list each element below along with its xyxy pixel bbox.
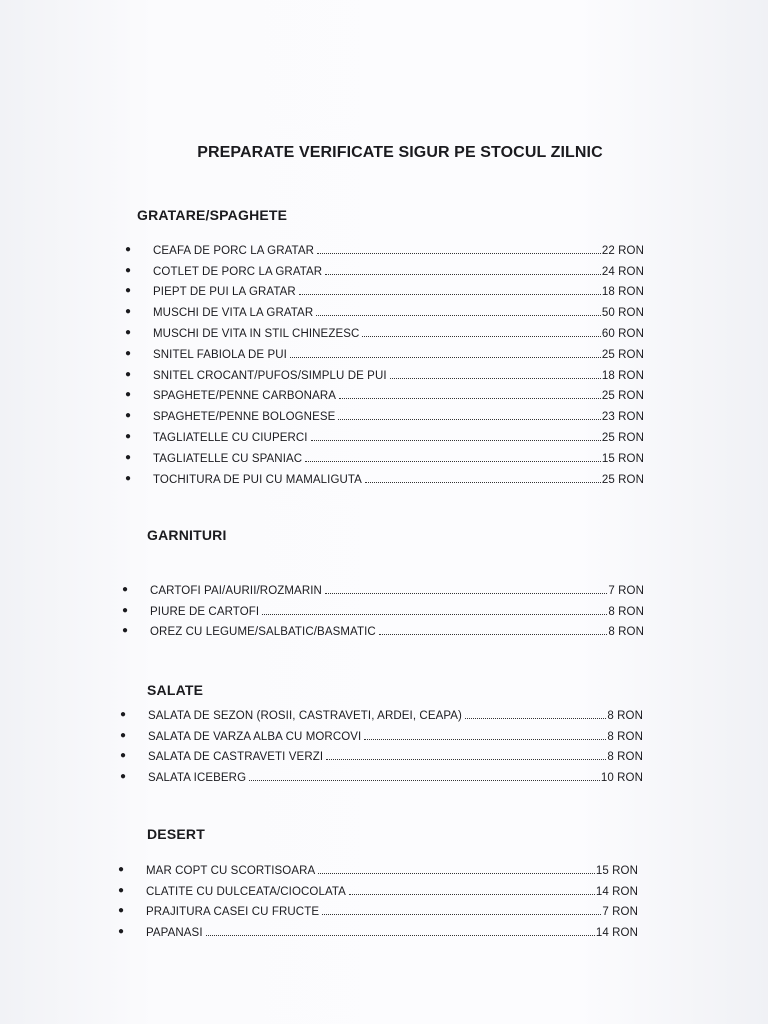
menu-item-price: 14 RON — [595, 885, 638, 898]
menu-item-price: 15 RON — [601, 452, 644, 465]
section-heading-garnituri: GARNITURI — [147, 527, 227, 543]
menu-item — [118, 856, 638, 877]
bullet-icon: ● — [120, 708, 127, 720]
dot-leader — [349, 894, 595, 895]
menu-item-price: 18 RON — [601, 369, 644, 382]
menu-item-price: 15 RON — [595, 864, 638, 877]
menu-item-price: 25 RON — [601, 431, 644, 444]
bullet-icon: ● — [118, 926, 125, 938]
bullet-icon: ● — [125, 410, 132, 422]
menu-item-price: 8 RON — [607, 709, 643, 722]
menu-item-name: COTLET DE PORC LA GRATAR — [153, 265, 323, 278]
bullet-icon: ● — [118, 863, 125, 875]
menu-item — [125, 236, 644, 257]
bullet-icon: ● — [125, 368, 132, 380]
menu-item-name: MUSCHI DE VITA IN STIL CHINEZESC — [153, 327, 360, 340]
bullet-icon: ● — [120, 771, 127, 783]
menu-item-name: SNITEL CROCANT/PUFOS/SIMPLU DE PUI — [153, 369, 387, 382]
menu-item — [125, 340, 644, 361]
bullet-icon: ● — [125, 472, 132, 484]
dot-leader — [262, 614, 607, 615]
dot-leader — [325, 274, 601, 275]
bullet-icon: ● — [125, 389, 132, 401]
menu-item-name: SALATA DE CASTRAVETI VERZI — [148, 751, 324, 764]
dot-leader — [379, 634, 608, 635]
menu-item-price: 7 RON — [602, 906, 638, 919]
menu-item-price: 7 RON — [608, 584, 644, 597]
menu-item-name: SALATA ICEBERG — [148, 772, 247, 785]
dot-leader — [364, 739, 606, 740]
bullet-icon: ● — [122, 583, 129, 595]
menu-item-price: 23 RON — [601, 411, 644, 424]
menu-item — [125, 298, 644, 319]
dot-leader — [311, 440, 601, 441]
menu-item — [125, 465, 644, 486]
dot-leader — [322, 914, 601, 915]
menu-item-name: PAPANASI — [146, 927, 203, 940]
dot-leader — [318, 873, 595, 874]
bullet-icon: ● — [125, 451, 132, 463]
section-list-salate — [120, 701, 643, 784]
menu-item-name: CLATITE CU DULCEATA/CIOCOLATA — [146, 885, 346, 898]
menu-item-price: 18 RON — [601, 286, 644, 299]
menu-item-price: 50 RON — [601, 307, 644, 320]
section-heading-desert: DESERT — [147, 826, 205, 842]
menu-item — [125, 319, 644, 340]
menu-item-name: SPAGHETE/PENNE CARBONARA — [153, 390, 337, 403]
dot-leader — [390, 378, 601, 379]
menu-item-price: 8 RON — [607, 730, 643, 743]
dot-leader — [465, 718, 606, 719]
menu-item-name: SALATA DE VARZA ALBA CU MORCOVI — [148, 730, 362, 743]
menu-item — [120, 701, 643, 722]
menu-item — [118, 877, 638, 898]
menu-item-name: OREZ CU LEGUME/SALBATIC/BASMATIC — [150, 626, 376, 639]
menu-item-name: MAR COPT CU SCORTISOARA — [146, 864, 316, 877]
menu-item-name: CARTOFI PAI/AURII/ROZMARIN — [150, 584, 322, 597]
section-list-garnituri — [122, 576, 644, 638]
menu-item — [120, 763, 643, 784]
menu-item-price: 22 RON — [601, 244, 644, 257]
menu-item-name: SPAGHETE/PENNE BOLOGNESE — [153, 411, 336, 424]
bullet-icon: ● — [125, 243, 132, 255]
menu-item — [125, 402, 644, 423]
menu-item-price: 14 RON — [595, 927, 638, 940]
menu-item — [125, 444, 644, 465]
menu-item-price: 25 RON — [601, 473, 644, 486]
dot-leader — [325, 593, 607, 594]
menu-item-name: SALATA DE SEZON (ROSII, CASTRAVETI, ARDEI, CEAPA) — [148, 709, 462, 722]
dot-leader — [338, 419, 600, 420]
dot-leader — [206, 935, 595, 936]
dot-leader — [305, 461, 601, 462]
bullet-icon: ● — [120, 750, 127, 762]
menu-item-name: CEAFA DE PORC LA GRATAR — [153, 244, 314, 257]
menu-item — [122, 576, 644, 597]
menu-item-name: TOCHITURA DE PUI CU MAMALIGUTA — [153, 473, 362, 486]
menu-item — [118, 898, 638, 919]
menu-item-price: 25 RON — [601, 390, 644, 403]
menu-item-price: 24 RON — [601, 265, 644, 278]
menu-item-name: PIURE DE CARTOFI — [150, 605, 260, 618]
menu-item — [120, 722, 643, 743]
section-list-gratare-spaghete — [125, 236, 644, 486]
menu-item-name: MUSCHI DE VITA LA GRATAR — [153, 307, 314, 320]
bullet-icon: ● — [125, 306, 132, 318]
bullet-icon: ● — [125, 430, 132, 442]
dot-leader — [290, 357, 601, 358]
menu-item-price: 25 RON — [601, 348, 644, 361]
menu-item-name: TAGLIATELLE CU CIUPERCI — [153, 431, 308, 444]
menu-item — [122, 618, 644, 639]
menu-item-price: 60 RON — [601, 327, 644, 340]
menu-item-name: TAGLIATELLE CU SPANIAC — [153, 452, 303, 465]
dot-leader — [365, 482, 601, 483]
bullet-icon: ● — [118, 905, 125, 917]
section-heading-gratare-spaghete: GRATARE/SPAGHETE — [137, 207, 288, 223]
menu-item — [125, 423, 644, 444]
section-heading-salate: SALATE — [147, 682, 204, 698]
bullet-icon: ● — [118, 884, 125, 896]
menu-item-name: PRAJITURA CASEI CU FRUCTE — [146, 906, 320, 919]
dot-leader — [299, 294, 601, 295]
dot-leader — [326, 759, 606, 760]
bullet-icon: ● — [125, 264, 132, 276]
section-list-desert — [118, 856, 638, 939]
dot-leader — [317, 253, 601, 254]
menu-item-price: 8 RON — [608, 605, 644, 618]
menu-item-price: 10 RON — [600, 772, 643, 785]
menu-item — [125, 382, 644, 403]
menu-item — [118, 918, 638, 939]
dot-leader — [362, 336, 600, 337]
bullet-icon: ● — [122, 604, 129, 616]
bullet-icon: ● — [125, 347, 132, 359]
menu-item — [120, 743, 643, 764]
page-title: PREPARATE VERIFICATE SIGUR PE STOCUL ZILNIC — [197, 144, 603, 161]
menu-item-name: PIEPT DE PUI LA GRATAR — [153, 286, 296, 299]
bullet-icon: ● — [125, 285, 132, 297]
menu-item — [125, 257, 644, 278]
dot-leader — [339, 398, 601, 399]
bullet-icon: ● — [120, 729, 127, 741]
dot-leader — [316, 315, 601, 316]
menu-item-name: SNITEL FABIOLA DE PUI — [153, 348, 287, 361]
dot-leader — [249, 780, 600, 781]
bullet-icon: ● — [125, 326, 132, 338]
menu-item — [125, 361, 644, 382]
menu-item-price: 8 RON — [607, 751, 643, 764]
menu-item — [125, 278, 644, 299]
bullet-icon: ● — [122, 625, 129, 637]
menu-item-price: 8 RON — [608, 626, 644, 639]
menu-item — [122, 597, 644, 618]
